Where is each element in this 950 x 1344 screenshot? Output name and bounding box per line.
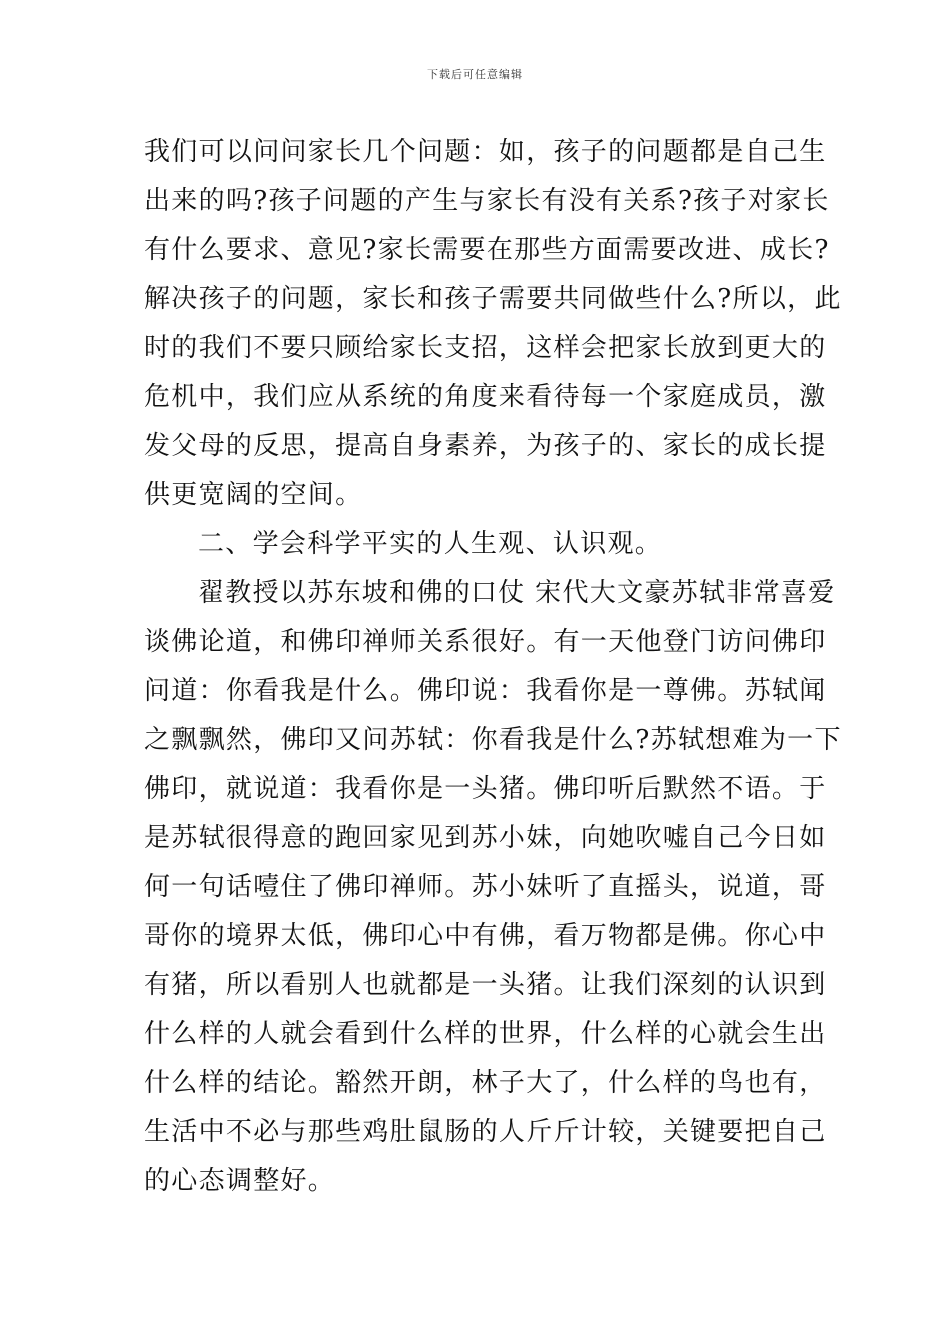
text-line: 什么样的结论。豁然开朗，林子大了，什么样的鸟也有， [144, 1068, 827, 1098]
text-line: 生活中不必与那些鸡肚鼠肠的人斤斤计较，关键要把自己 [144, 1117, 827, 1147]
text-line: 是苏轼很得意的跑回家见到苏小妹，向她吹嘘自己今日如 [144, 823, 827, 853]
text-line: 什么样的人就会看到什么样的世界，什么样的心就会生出 [144, 1019, 827, 1049]
text-line: 佛印，就说道：我看你是一头猪。佛印听后默然不语。于 [144, 774, 827, 804]
text-line: 何一句话噎住了佛印禅师。苏小妹听了直摇头，说道，哥 [144, 872, 827, 902]
text-line: 时的我们不要只顾给家长支招，这样会把家长放到更大的 [144, 333, 827, 363]
text-line: 有猪，所以看别人也就都是一头猪。让我们深刻的认识到 [144, 970, 827, 1000]
body-text [144, 128, 842, 1206]
text-line: 发父母的反思，提高自身素养，为孩子的、家长的成长提 [144, 431, 827, 461]
text-line: 哥你的境界太低，佛印心中有佛，看万物都是佛。你心中 [144, 921, 827, 951]
section-heading: 二、学会科学平实的人生观、认识观。 [198, 529, 663, 559]
text-line: 出来的吗?孩子问题的产生与家长有没有关系?孩子对家长 [144, 186, 830, 216]
text-line: 危机中，我们应从系统的角度来看待每一个家庭成员，激 [144, 382, 827, 412]
text-line: 翟教授以苏东坡和佛的口仗 宋代大文豪苏轼非常喜爱 [198, 578, 836, 608]
text-line: 问道：你看我是什么。佛印说：我看你是一尊佛。苏轼闻 [144, 676, 827, 706]
text-line: 我们可以问问家长几个问题：如，孩子的问题都是自己生 [144, 137, 827, 167]
text-line: 谈佛论道，和佛印禅师关系很好。有一天他登门访问佛印 [144, 627, 827, 657]
text-line: 之飘飘然，佛印又问苏轼：你看我是什么?苏轼想难为一下 [144, 725, 842, 755]
text-line: 供更宽阔的空间。 [144, 480, 363, 510]
text-line: 的心态调整好。 [144, 1166, 336, 1196]
text-line: 有什么要求、意见?家长需要在那些方面需要改进、成长? [144, 235, 830, 265]
text-line: 解决孩子的问题，家长和孩子需要共同做些什么?所以，此 [144, 284, 842, 314]
page-header: 下载后可任意编辑 [427, 68, 523, 81]
